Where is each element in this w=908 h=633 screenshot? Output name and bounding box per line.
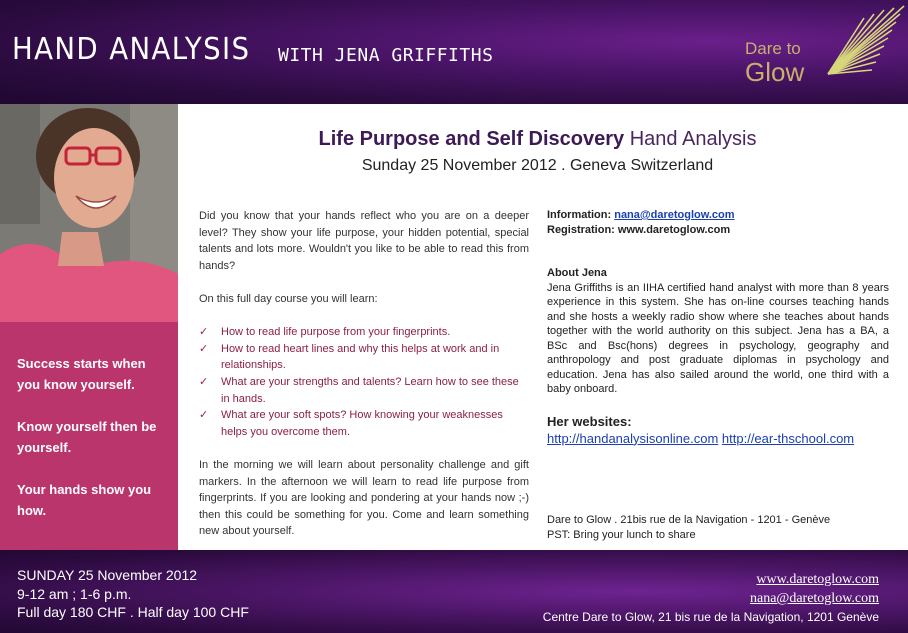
logo-line2: Glow — [745, 57, 805, 87]
information-label: Information: — [547, 209, 615, 221]
title-sub: WITH JENA GRIFFITHS — [278, 45, 494, 66]
footer-web-link[interactable]: www.daretoglow.com — [756, 572, 879, 587]
event-subtitle: Sunday 25 November 2012 . Geneva Switzerland — [361, 157, 714, 174]
tagline-1: Success starts when you know yourself. — [17, 356, 146, 392]
event-title — [180, 128, 895, 151]
checkmark-icon: ✓ — [199, 409, 209, 422]
pst-note: PST: Bring your lunch to share — [547, 528, 696, 541]
closing-paragraph: In the morning we will learn about personality challenge and gift markers. In the afternoon we will learn to read life purpose from fingerprints. If you are looking and pondering at your hands now ;-) then this could be something for you. Come and learn something new about yourself. — [199, 458, 529, 538]
portrait-illustration — [0, 104, 178, 322]
course-description — [199, 208, 529, 556]
registration-line: Registration: www.daretoglow.com — [547, 223, 731, 236]
list-item: ✓ How to read life purpose from your fingerprints. — [199, 324, 529, 341]
about-text: Jena Griffiths is an IIHA certified hand analyst with more than 8 years experience in this system. She has on-line courses teaching hands and she hosts a weekly radio show where she teaches about hands together with the world authority on this subject. Jena has a BA, a BSc and Bsc(hons) degrees in psychology, geography and anthropology and post graduate diplomas in psychology and education. Jena has also sailed around the world, one third with a baby onboard. — [547, 281, 889, 395]
websites-links — [547, 430, 889, 447]
website-link-2[interactable]: http://ear-thschool.com — [721, 430, 855, 446]
learning-checklist — [199, 324, 529, 440]
footer-contact — [750, 570, 879, 608]
tagline-2: Know yourself then be yourself. — [17, 419, 157, 455]
checkmark-icon: ✓ — [199, 326, 209, 339]
information-email-link[interactable]: nana@daretoglow.com — [614, 209, 735, 221]
venue-info — [547, 513, 830, 542]
footer-date: SUNDAY 25 November 2012 — [17, 567, 198, 583]
event-title-rest: Hand Analysis — [624, 128, 757, 150]
tagline-3: Your hands show you how. — [17, 482, 152, 518]
list-item: ✓ What are your strengths and talents? Learn how to see these in hands. — [199, 375, 519, 405]
logo-line1: Dare to — [745, 39, 801, 58]
footer-schedule — [17, 566, 249, 622]
intro-paragraph: Did you know that your hands reflect who you are on a deeper level? They show your life purpose, your hidden potential, special talents and lots more. Wouldn't you like to be able to read this from hands? — [199, 210, 529, 272]
title-main: HAND ANALYSIS — [12, 32, 251, 67]
websites-heading: Her websites: — [547, 413, 632, 429]
dare-to-glow-logo — [745, 40, 804, 86]
portrait-photo — [0, 104, 178, 322]
checkmark-icon: ✓ — [199, 375, 209, 388]
info-column — [547, 208, 889, 447]
checkmark-icon: ✓ — [199, 342, 209, 355]
list-item: ✓ What are your soft spots? How knowing your weaknesses helps you overcome them. — [199, 409, 503, 438]
header-banner — [0, 0, 908, 104]
footer-email-link[interactable]: nana@daretoglow.com — [750, 591, 879, 606]
venue-address: Dare to Glow . 21bis rue de la Navigation - 1201 - Genève — [547, 514, 831, 526]
footer-address: Centre Dare to Glow, 21 bis rue de la Navigation, 1201 Genève — [542, 610, 879, 624]
footer-prices: Full day 180 CHF . Half day 100 CHF — [17, 604, 249, 620]
learn-lead: On this full day course you will learn: — [199, 292, 378, 305]
about-heading: About Jena — [547, 267, 607, 279]
list-item: ✓ How to read heart lines and why this helps at work and in relationships. — [199, 342, 500, 372]
page-title — [12, 32, 494, 67]
website-link-1[interactable]: http://handanalysisonline.com — [547, 430, 719, 446]
footer-times: 9-12 am ; 1-6 p.m. — [17, 585, 132, 602]
information-line — [547, 208, 889, 223]
sunburst-icon — [820, 4, 906, 100]
event-title-bold: Life Purpose and Self Discovery — [318, 128, 625, 150]
